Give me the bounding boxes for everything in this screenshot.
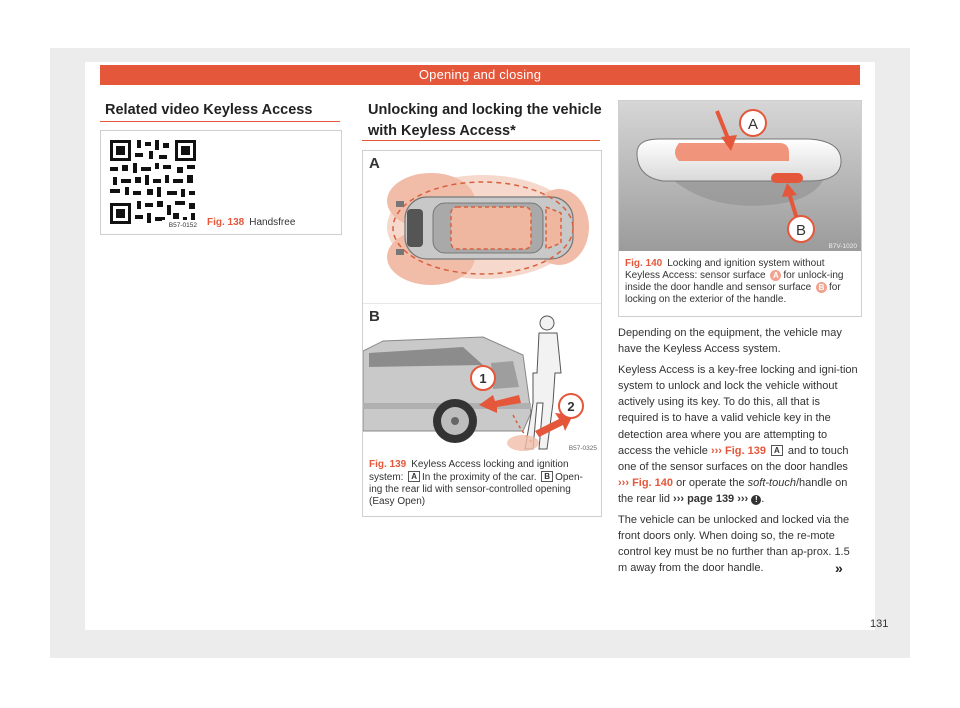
qr-code	[107, 137, 199, 229]
figure-138-box	[100, 130, 342, 235]
paragraph-1: Depending on the equipment, the vehicle may have the Keyless Access system.	[618, 327, 842, 356]
handle-label-b: B	[795, 222, 807, 239]
marker-2: 2	[567, 399, 575, 414]
easy-open-illustration	[363, 303, 601, 453]
sensor-b-badge: B	[816, 282, 827, 293]
fig-140-link[interactable]: Fig. 140	[632, 476, 674, 489]
figure-number: Fig. 140	[625, 258, 663, 269]
figure-139-box	[362, 150, 602, 517]
sensor-a-badge: A	[770, 270, 781, 281]
svg-text:B57-0152: B57-0152	[168, 222, 197, 229]
caption-text: for unlock-ing inside the door handle and sensor surface	[625, 270, 844, 293]
cross-ref-arrow: ›››	[710, 444, 722, 457]
title-line-2: with Keyless Access*	[368, 123, 516, 139]
paragraph-2: Keyless Access is a key-free locking and igni-tion system to unlock and lock the vehicle without actively using its key. To do this, all that is required is to have a valid vehicle key in the detection area where you are attempting to access the vehicle ››› Fig. 139 A and to touch one of the sensor surfaces on the door handles ››› Fig. 140 or operate the soft-touch/handle on the rear lid ››› page 139 ››› ! .	[618, 364, 858, 505]
section-title-related-video: Related video Keyless Access	[105, 102, 313, 118]
title-rule	[362, 140, 600, 141]
handle-label-a: A	[747, 116, 759, 133]
image-code: B57-0325	[568, 445, 597, 452]
caption-text: Open-ing the rear lid with sensor-controlled opening (Easy Open)	[369, 472, 583, 507]
image-code: B7V-1020	[828, 243, 857, 250]
figure-140-caption	[625, 258, 855, 306]
chapter-header: Opening and closing	[100, 65, 860, 85]
caption-text: Handsfree	[249, 217, 296, 228]
caption-text: In the proximity of the car.	[422, 472, 537, 483]
section-title-unlocking	[368, 100, 602, 142]
title-rule	[100, 121, 340, 122]
figure-139-caption	[369, 459, 595, 508]
marker-1: 1	[479, 371, 487, 386]
figure-number: Fig. 138	[207, 217, 245, 228]
continue-icon: »	[835, 560, 843, 576]
paragraph-3: The vehicle can be unlocked and locked via the front doors only. When doing so, the re-mote control key must be no further than ap-prox. 1.5 m away from the door handle.	[618, 514, 850, 575]
key-a-badge: A	[771, 445, 783, 456]
door-handle-illustration	[619, 101, 861, 251]
key-a-badge: A	[408, 471, 420, 482]
figure-140-box	[618, 100, 862, 317]
page-139-link[interactable]: ››› page 139 ›››	[673, 492, 749, 505]
panel-b-label: B	[369, 308, 380, 325]
title-line-1: Unlocking and locking the vehicle	[368, 102, 602, 118]
fig-139-link[interactable]: Fig. 139	[725, 444, 766, 457]
key-b-badge: B	[541, 471, 553, 482]
caption-text: Locking and ignition system without Keyless Access: sensor surface	[625, 258, 825, 281]
body-text	[618, 325, 858, 581]
car-top-view-illustration	[363, 151, 601, 303]
warning-icon: !	[751, 495, 761, 505]
figure-number: Fig. 139	[369, 459, 407, 470]
panel-a-label: A	[369, 155, 380, 172]
caption-text: Keyless Access locking and ignition system:	[369, 459, 569, 483]
figure-138-caption	[207, 217, 295, 229]
cross-ref-arrow: ›››	[618, 476, 629, 489]
page-number: 131	[870, 618, 889, 630]
caption-text: for locking on the exterior of the handle.	[625, 282, 841, 305]
